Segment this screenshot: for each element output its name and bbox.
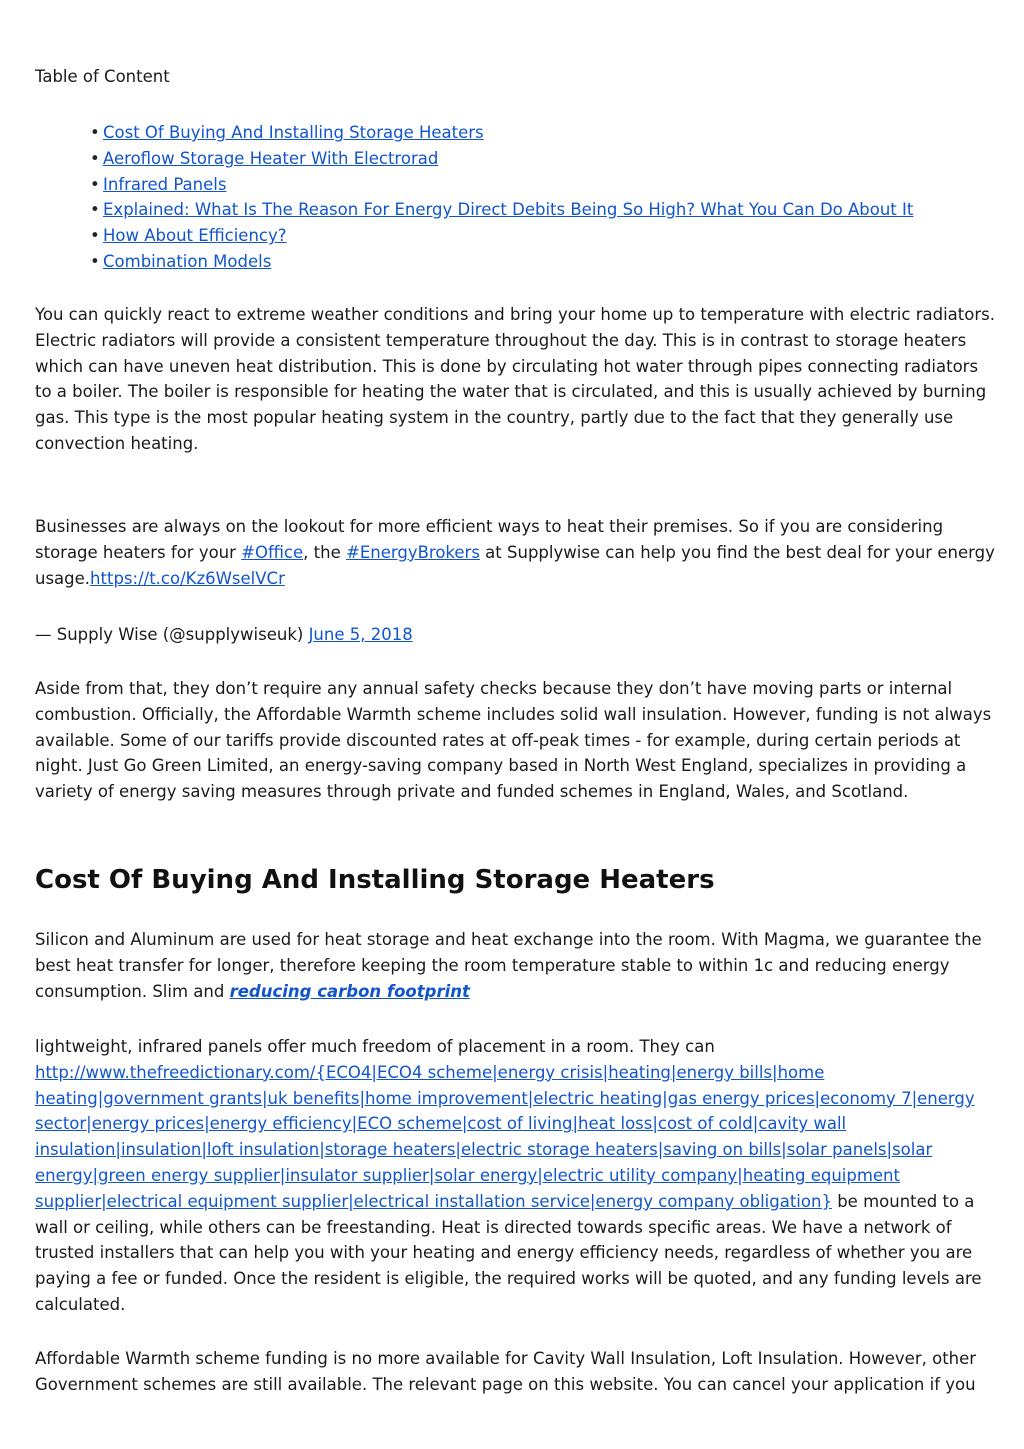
tweet-date-link[interactable]: June 5, 2018	[308, 625, 413, 644]
carbon-footprint-link[interactable]: reducing carbon footprint	[229, 981, 470, 1001]
toc-title: Table of Content	[35, 67, 170, 86]
tweet-text-part: at Supplywise can help you find the best deal for your energy usage.	[35, 542, 995, 588]
funding-paragraph: Affordable Warmth scheme funding is no more available for Cavity Wall Insulation, Loft Insulation. However, other Government schemes are still available. The relevant page on this website. You can cancel your application if you	[35, 1349, 977, 1394]
hashtag-office-link[interactable]: #Office	[241, 542, 304, 562]
section-heading: Cost Of Buying And Installing Storage Heaters	[35, 865, 715, 895]
infrared-paragraph	[35, 1034, 995, 1318]
magma-text: Silicon and Aluminum are used for heat storage and heat exchange into the room. With Magma, we guarantee the best heat transfer for longer, therefore keeping the room temperature stable to within 1c and reducing energy consumption. Slim and	[35, 930, 982, 1001]
toc-item	[90, 223, 913, 249]
tweet-author: — Supply Wise (@supplywiseuk)	[35, 625, 309, 644]
magma-paragraph	[35, 927, 995, 1004]
tweet-text	[35, 514, 995, 591]
toc-item	[90, 172, 913, 198]
tweet-text-part: , the	[303, 542, 346, 562]
toc-link-explained[interactable]: Explained: What Is The Reason For Energy Direct Debits Being So High? What You Can Do About It	[103, 200, 914, 220]
toc-link-aeroflow[interactable]: Aeroflow Storage Heater With Electrorad	[103, 148, 439, 168]
intro-paragraph: You can quickly react to extreme weather conditions and bring your home up to temperature with electric radiators. Electric radiators will provide a consistent temperature throughout the day. This is in contrast to storage heaters which can have uneven heat distribution. This is done by circulating hot water through pipes connecting radiators to a boiler. The boiler is responsible for heating the water that is circulated, and this is usually achieved by burning gas. This type is the most popular heating system in the country, partly due to the fact that they generally use convection heating.	[35, 305, 995, 453]
toc-link-efficiency[interactable]: How About Efficiency?	[103, 226, 287, 246]
tweet-url-link[interactable]: https://t.co/Kz6WselVCr	[90, 568, 285, 588]
infrared-text-part: lightweight, infrared panels offer much freedom of placement in a room. They can	[35, 1037, 715, 1056]
hashtag-energybrokers-link[interactable]: #EnergyBrokers	[346, 542, 480, 562]
infrared-text-part: be mounted to a wall or ceiling, while others can be freestanding. Heat is directed towards specific areas. We have a network of trusted installers that can help you with your heating and energy efficiency needs, regardless of whether you are paying a fee or funded. Once the resident is eligible, the required works will be quoted, and any funding levels are calculated.	[35, 1191, 982, 1314]
safety-paragraph: Aside from that, they don’t require any annual safety checks because they don’t have moving parts or internal combustion. Officially, the Affordable Warmth scheme includes solid wall insulation. However, funding is not always available. Some of our tariffs provide discounted rates at off-peak times - for example, during certain periods at night. Just Go Green Limited, an energy-saving company based in North West England, specializes in providing a variety of energy saving measures through private and funded schemes in England, Wales, and Scotland.	[35, 679, 992, 802]
table-of-contents	[90, 120, 913, 275]
toc-link-combination-models[interactable]: Combination Models	[103, 251, 272, 271]
freedictionary-link[interactable]: http://www.thefreedictionary.com/{ECO4|ECO4 scheme|energy crisis|heating|energy bills|home heating|government grants|uk benefits|home improvement|electric heating|gas energy prices|economy 7|energy sector|energy prices|energy efficiency|ECO scheme|cost of living|heat loss|cost of cold|cavity wall insulation|insulation|loft insulation|storage heaters|electric storage heaters|saving on bills|solar panels|solar energy|green energy supplier|insulator supplier|solar energy|electric utility company|heating equipment supplier|electrical equipment supplier|electrical installation service|energy company obligation}	[35, 1062, 975, 1211]
tweet-text-part: Businesses are always on the lookout for more efficient ways to heat their premises. So if you are considering storage heaters for your	[35, 517, 944, 562]
tweet-attribution	[35, 622, 995, 648]
toc-link-cost-of-buying[interactable]: Cost Of Buying And Installing Storage Heaters	[103, 123, 484, 142]
toc-item	[90, 249, 913, 275]
toc-item	[90, 197, 913, 223]
toc-item	[90, 120, 913, 146]
toc-item	[90, 146, 913, 172]
toc-link-infrared-panels[interactable]: Infrared Panels	[103, 174, 227, 194]
